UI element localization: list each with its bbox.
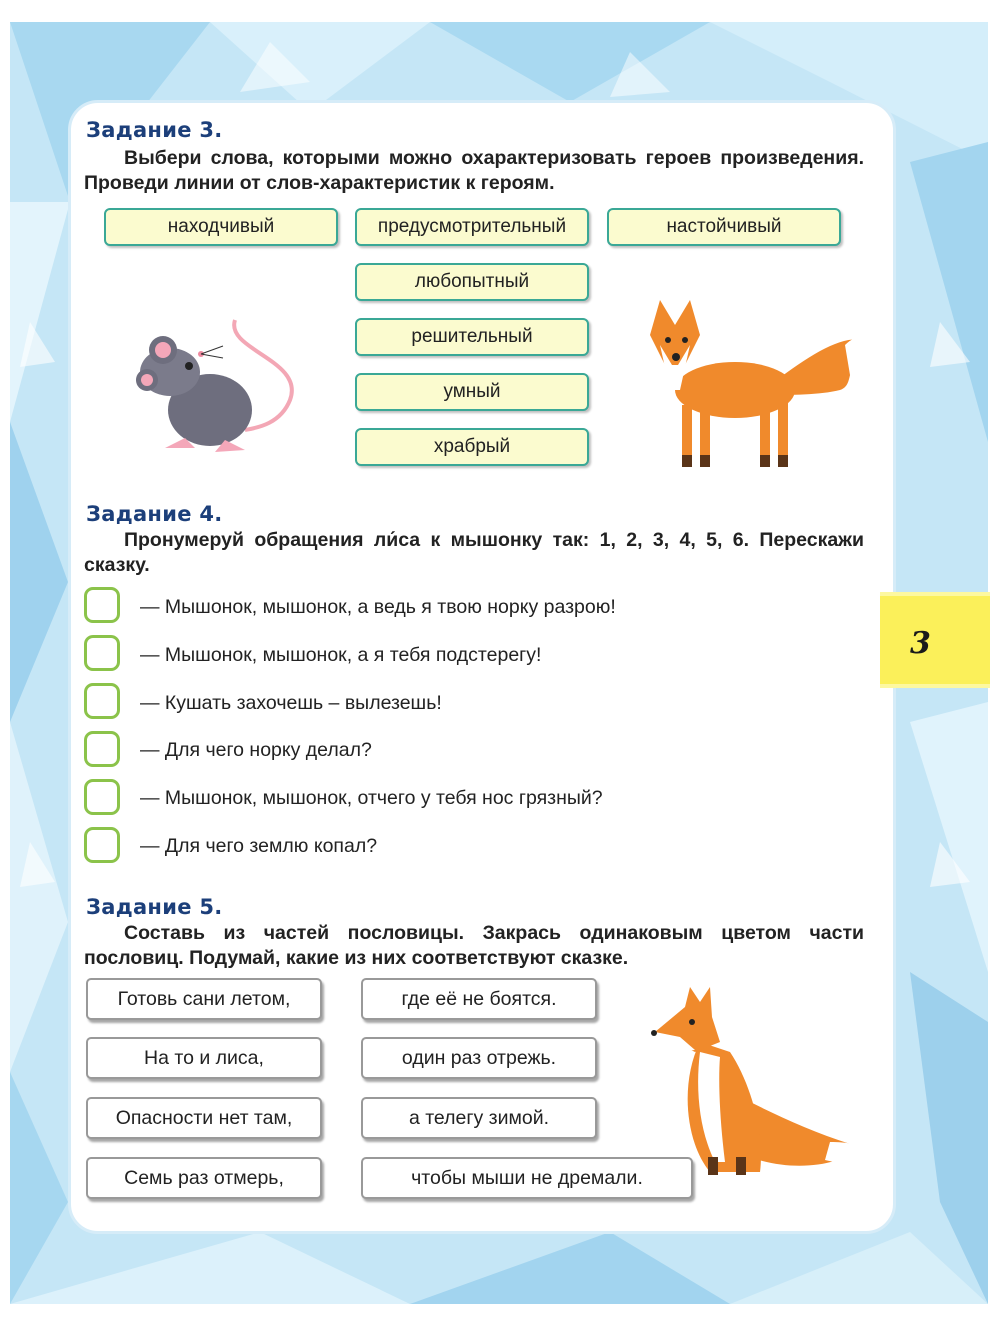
word-box[interactable]: любопытный: [355, 263, 589, 301]
number-checkbox[interactable]: [84, 731, 120, 767]
proverb-part-right[interactable]: где её не боятся.: [361, 978, 597, 1020]
word-box[interactable]: настойчивый: [607, 208, 841, 246]
task4-text: Пронумеруй обращения ли́са к мышонку так: 1, 2, 3, 4, 5, 6. Перескажи сказку.: [84, 529, 864, 576]
mouse-illustration: [125, 310, 305, 460]
proverb-part-left[interactable]: Готовь сани летом,: [86, 978, 322, 1020]
task5-text: Составь из частей пословицы. Закрась одинаковым цветом части пословиц. Подумай, какие из них соответствуют сказке.: [84, 922, 864, 969]
number-checkbox[interactable]: [84, 635, 120, 671]
number-checkbox[interactable]: [84, 827, 120, 863]
task4-title: Задание 4.: [86, 502, 223, 526]
phrase-text: — Мышонок, мышонок, а я тебя подстерегу!: [140, 644, 542, 666]
proverb-part-right[interactable]: а телегу зимой.: [361, 1097, 597, 1139]
task5-title: Задание 5.: [86, 895, 223, 919]
page-number: 3: [910, 626, 931, 661]
number-checkbox[interactable]: [84, 779, 120, 815]
word-box[interactable]: решительный: [355, 318, 589, 356]
proverb-part-left[interactable]: Опасности нет там,: [86, 1097, 322, 1139]
word-box[interactable]: находчивый: [104, 208, 338, 246]
number-checkbox[interactable]: [84, 683, 120, 719]
proverb-part-left[interactable]: Семь раз отмерь,: [86, 1157, 322, 1199]
fox-illustration-standing: [640, 295, 870, 475]
task3-text: Выбери слова, которыми можно охарактеризовать героев произведения. Проведи линии от слов-характеристик к героям.: [84, 147, 864, 194]
task3-title: Задание 3.: [86, 118, 223, 142]
proverb-part-right[interactable]: один раз отрежь.: [361, 1037, 597, 1079]
phrase-text: — Мышонок, мышонок, а ведь я твою норку разрою!: [140, 596, 616, 618]
word-box[interactable]: умный: [355, 373, 589, 411]
number-checkbox[interactable]: [84, 587, 120, 623]
page-tab: [880, 592, 990, 688]
word-box[interactable]: храбрый: [355, 428, 589, 466]
proverb-part-right[interactable]: чтобы мыши не дремали.: [361, 1157, 693, 1199]
phrase-text: — Кушать захочешь – вылезешь!: [140, 692, 442, 714]
word-box[interactable]: предусмотрительный: [355, 208, 589, 246]
fox-illustration-sitting: [640, 982, 865, 1182]
phrase-text: — Для чего норку делал?: [140, 739, 372, 761]
phrase-text: — Мышонок, мышонок, отчего у тебя нос грязный?: [140, 787, 603, 809]
phrase-text: — Для чего землю копал?: [140, 835, 378, 857]
proverb-part-left[interactable]: На то и лиса,: [86, 1037, 322, 1079]
